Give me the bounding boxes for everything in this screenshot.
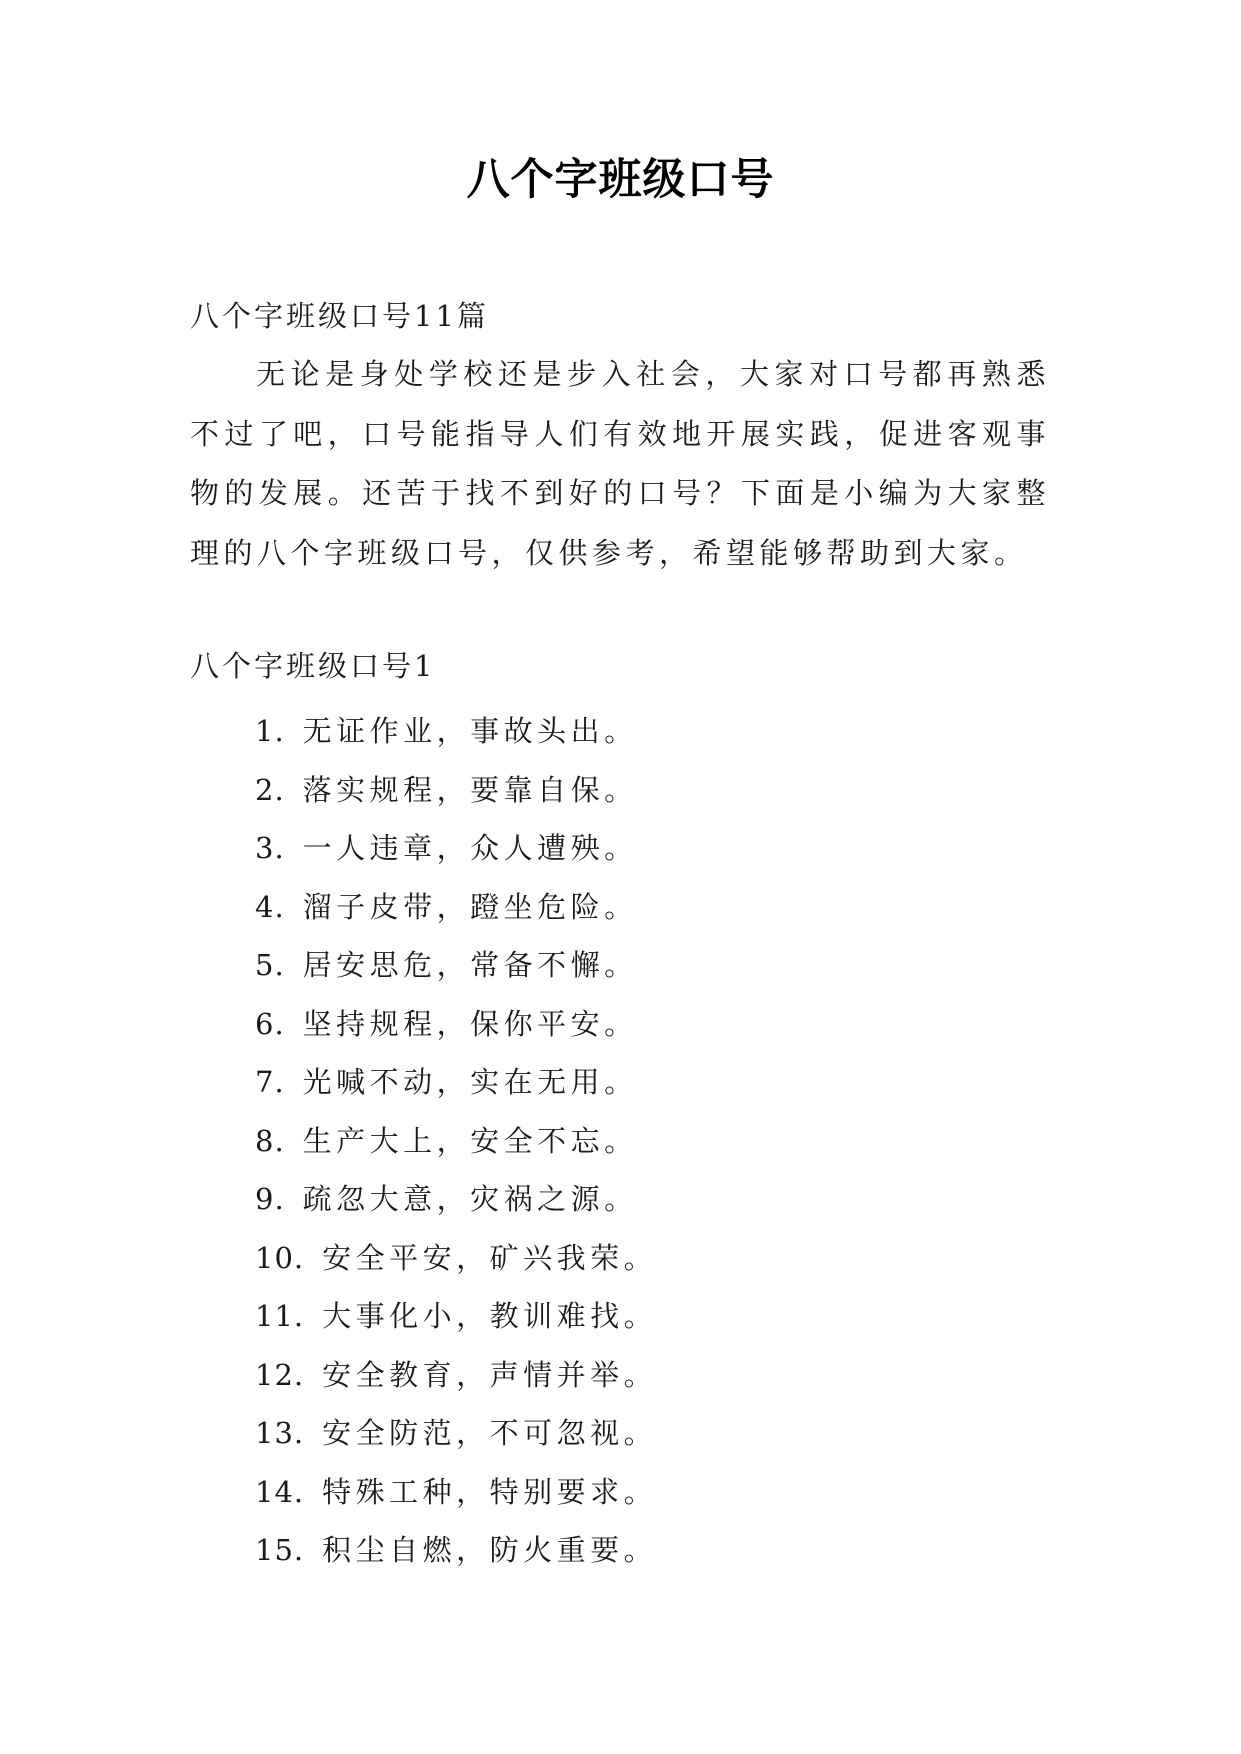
item-number: 1.: [255, 714, 285, 748]
item-number: 15.: [255, 1533, 305, 1567]
list-item: [255, 819, 657, 878]
list-item: [255, 1463, 657, 1522]
list-item: [255, 878, 657, 937]
list-item: [255, 1112, 657, 1171]
list-item: [255, 1053, 657, 1112]
item-text: 一人违章，众人遭殃。: [302, 831, 638, 865]
item-text: 特殊工种，特别要求。: [322, 1474, 658, 1509]
page-title: 八个字班级口号: [466, 155, 775, 205]
item-number: 8.: [255, 1123, 285, 1158]
item-text: 光喊不动，实在无用。: [302, 1065, 638, 1099]
item-number: 13.: [255, 1416, 305, 1450]
item-text: 安全防范，不可忽视。: [322, 1416, 658, 1450]
item-text: 疏忽大意，灾祸之源。: [302, 1182, 638, 1216]
item-number: 5.: [255, 948, 285, 982]
item-number: 3.: [255, 831, 285, 865]
slogan-list: [255, 702, 657, 1580]
list-item: [255, 1287, 657, 1346]
item-number: 6.: [255, 1006, 285, 1041]
item-text: 积尘自燃，防火重要。: [322, 1533, 658, 1567]
item-number: 12.: [255, 1357, 305, 1392]
item-text: 安全平安，矿兴我荣。: [322, 1240, 658, 1275]
list-item: [255, 995, 657, 1054]
item-number: 4.: [255, 889, 285, 924]
list-item: [255, 1346, 657, 1405]
list-item: [255, 761, 657, 820]
list-item: [255, 702, 657, 761]
list-item: [255, 1170, 657, 1229]
collection-heading: 八个字班级口号11篇: [190, 299, 489, 333]
item-number: 2.: [255, 772, 285, 807]
item-number: 10.: [255, 1240, 305, 1275]
list-item: [255, 1521, 657, 1580]
section-heading: 八个字班级口号1: [190, 649, 436, 683]
list-item: [255, 1229, 657, 1288]
list-item: [255, 1404, 657, 1463]
list-item: [255, 936, 657, 995]
item-number: 11.: [255, 1299, 305, 1333]
item-text: 大事化小，教训难找。: [322, 1299, 658, 1333]
intro-paragraph: 无论是身处学校还是步入社会，大家对口号都再熟悉不过了吧，口号能指导人们有效地开展实践，促进客观事物的发展。还苦于找不到好的口号？下面是小编为大家整理的八个字班级口号，仅供参考，希望能够帮助到大家。: [190, 357, 1050, 570]
item-text: 落实规程，要靠自保。: [302, 772, 638, 807]
item-text: 生产大上，安全不忘。: [302, 1123, 638, 1158]
item-text: 无证作业，事故头出。: [302, 714, 638, 748]
item-number: 14.: [255, 1474, 305, 1509]
item-number: 9.: [255, 1182, 285, 1216]
item-number: 7.: [255, 1065, 285, 1099]
item-text: 溜子皮带，蹬坐危险。: [302, 889, 638, 924]
item-text: 居安思危，常备不懈。: [302, 948, 638, 982]
item-text: 坚持规程，保你平安。: [302, 1006, 638, 1041]
item-text: 安全教育，声情并举。: [322, 1357, 658, 1392]
